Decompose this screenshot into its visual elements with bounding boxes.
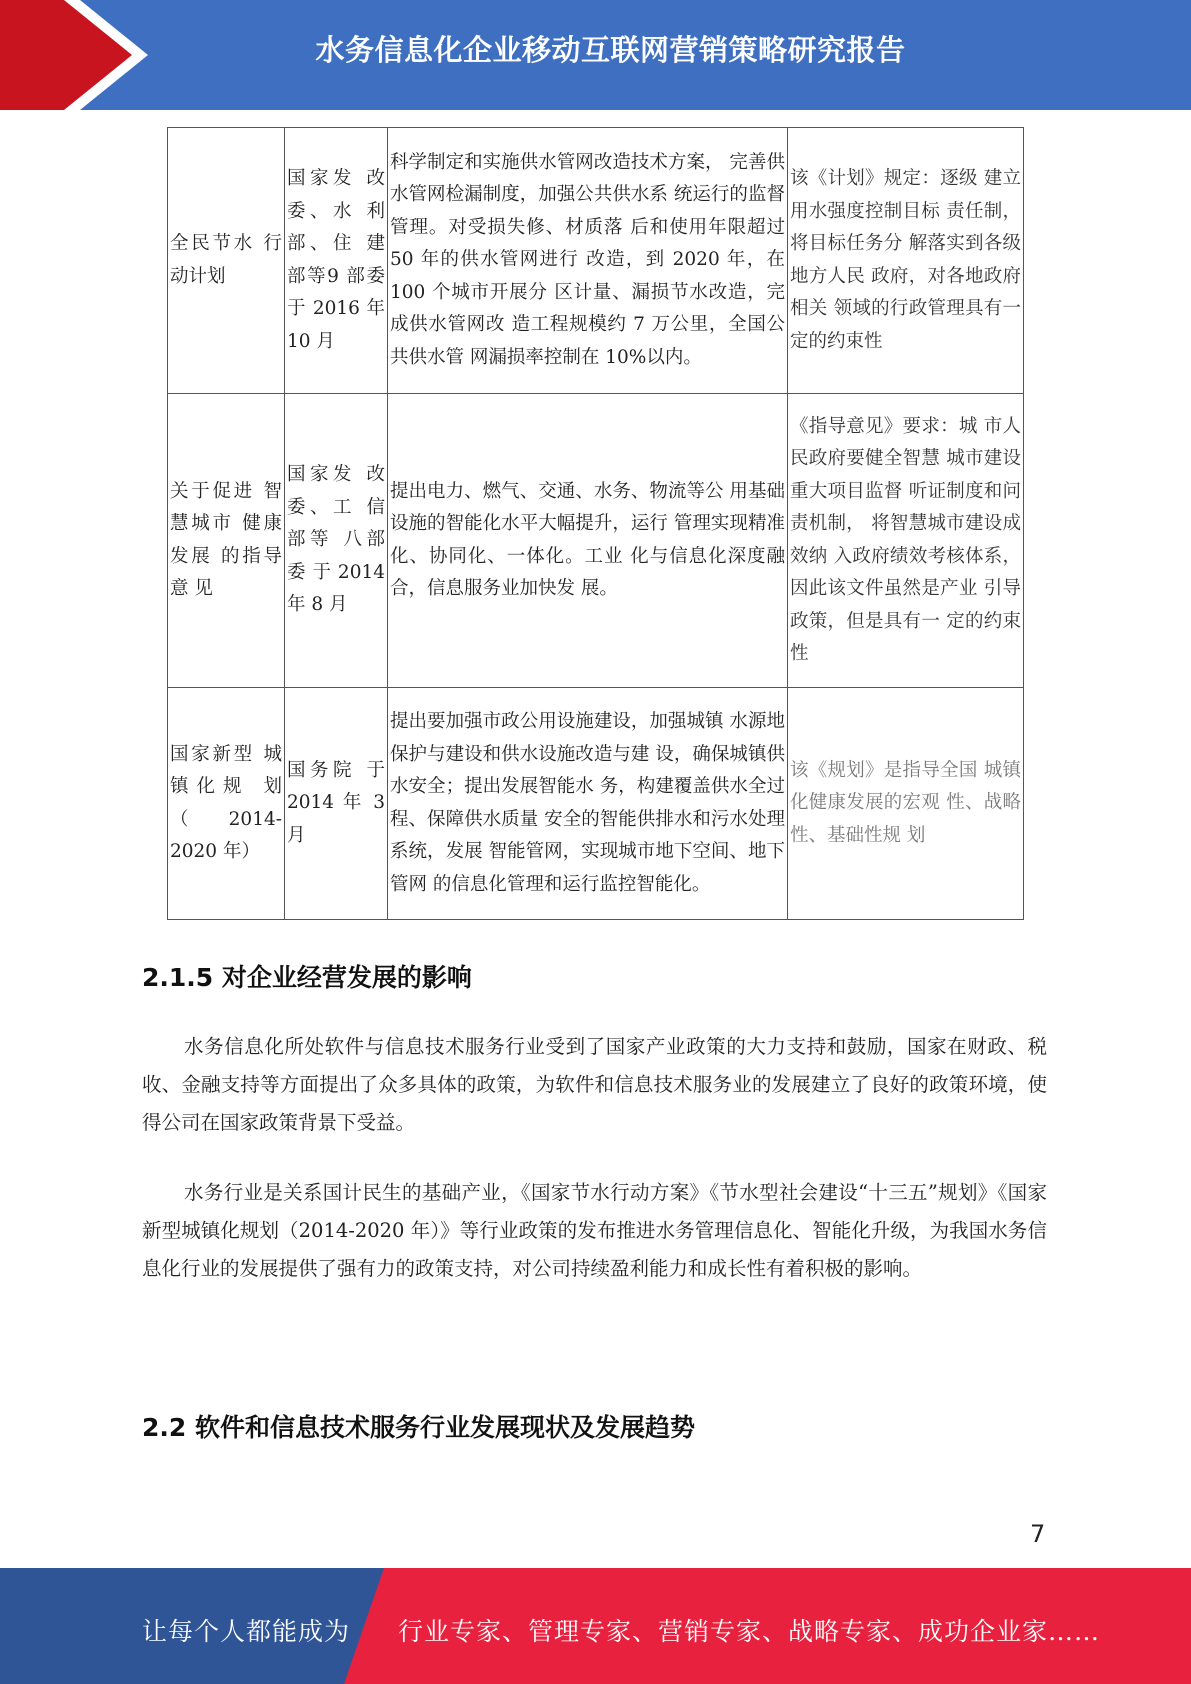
body-paragraph: 水务行业是关系国计民生的基础产业，《国家节水行动方案》《节水型社会建设“十三五”规划》《国家新型城镇化规划（2014-2020 年）》等行业政策的发布推进水务管理信息化、智能化升级，为我国水务信息化行业的发展提供了强有力的政策支持，对公司持续盈利能力和成长性有着积极的影响。 [142, 1181, 1047, 1280]
policy-name-cell: 全民节水 行动计划 [168, 128, 285, 394]
section-heading: 2.1.5 对企业经营发展的影响 [142, 963, 472, 992]
policy-content-cell: 科学制定和实施供水管网改造技术方案， 完善供水管网检漏制度，加强公共供水系 统运行的监督管理。对受损失修、材质落 后和使用年限超过 50 年的供水管网进行 改造，到 2020 年，在 100 个城市开展分 区计量、漏损节水改造，完成供水管网改 造工程规模约 7 万公里，全国公共供水管 网漏损率控制在 10%以内。 [388, 128, 788, 394]
policy-note-cell: 《指导意见》要求：城 市人民政府要健全智慧 城市建设重大项目监督 听证制度和问责机制， 将智慧城市建设成效纳 入政府绩效考核体系， 因此该文件虽然是产业 引导政策，但是具有一 定的约束性 [788, 394, 1024, 688]
policy-issuer-cell: 国家发 改委、水 利部、住 建部等9 部委于 2016 年10 月 [285, 128, 388, 394]
report-title: 水务信息化企业移动互联网营销策略研究报告 [315, 33, 906, 67]
policy-content-cell: 提出电力、燃气、交通、水务、物流等公 用基础设施的智能化水平大幅提升，运行 管理实现精准化、协同化、一体化。工业 化与信息化深度融合，信息服务业加快发 展。 [388, 394, 788, 688]
policy-content-cell: 提出要加强市政公用设施建设，加强城镇 水源地保护与建设和供水设施改造与建 设，确保城镇供水安全；提出发展智能水 务，构建覆盖供水全过程、保障供水质量 安全的智能供排水和污水处理系统，发展 智能管网，实现城市地下空间、地下管网 的信息化管理和运行监控智能化。 [388, 688, 788, 920]
policy-name-cell: 国家新型 城镇化规 划 （2014-2020 年） [168, 688, 285, 920]
policy-issuer-cell: 国家发 改委、工 信部等 八部委 于 2014 年 8 月 [285, 394, 388, 688]
policy-note-cell: 该《计划》规定：逐级 建立用水强度控制目标 责任制，将目标任务分 解落实到各级地方人民 政府，对各地政府相关 领域的行政管理具有一 定的约束性 [788, 128, 1024, 394]
page-number: 7 [1030, 1520, 1046, 1548]
body-paragraph: 水务信息化所处软件与信息技术服务行业受到了国家产业政策的大力支持和鼓励，国家在财政、税收、金融支持等方面提出了众多具体的政策，为软件和信息技术服务业的发展建立了良好的政策环境，使得公司在国家政策背景下受益。 [142, 1035, 1047, 1134]
policy-note-cell: 该《规划》是指导全国 城镇化健康发展的宏观 性、战略性、基础性规 划 [788, 688, 1024, 920]
table-row [168, 394, 1024, 688]
page-header [0, 0, 1191, 110]
table-row [168, 688, 1024, 920]
page-footer [0, 1568, 1191, 1684]
section-heading: 2.2 软件和信息技术服务行业发展现状及发展趋势 [142, 1413, 695, 1442]
footer-slogan-left: 让每个人都能成为 [142, 1617, 351, 1646]
table-row [168, 128, 1024, 394]
policy-issuer-cell: 国务院 于 2014 年 3 月 [285, 688, 388, 920]
policy-name-cell: 关于促进 智慧城市 健康发展 的指导意 见 [168, 394, 285, 688]
policy-table [167, 127, 1024, 920]
footer-slogan-right: 行业专家、管理专家、营销专家、战略专家、成功企业家…… [398, 1617, 1101, 1646]
